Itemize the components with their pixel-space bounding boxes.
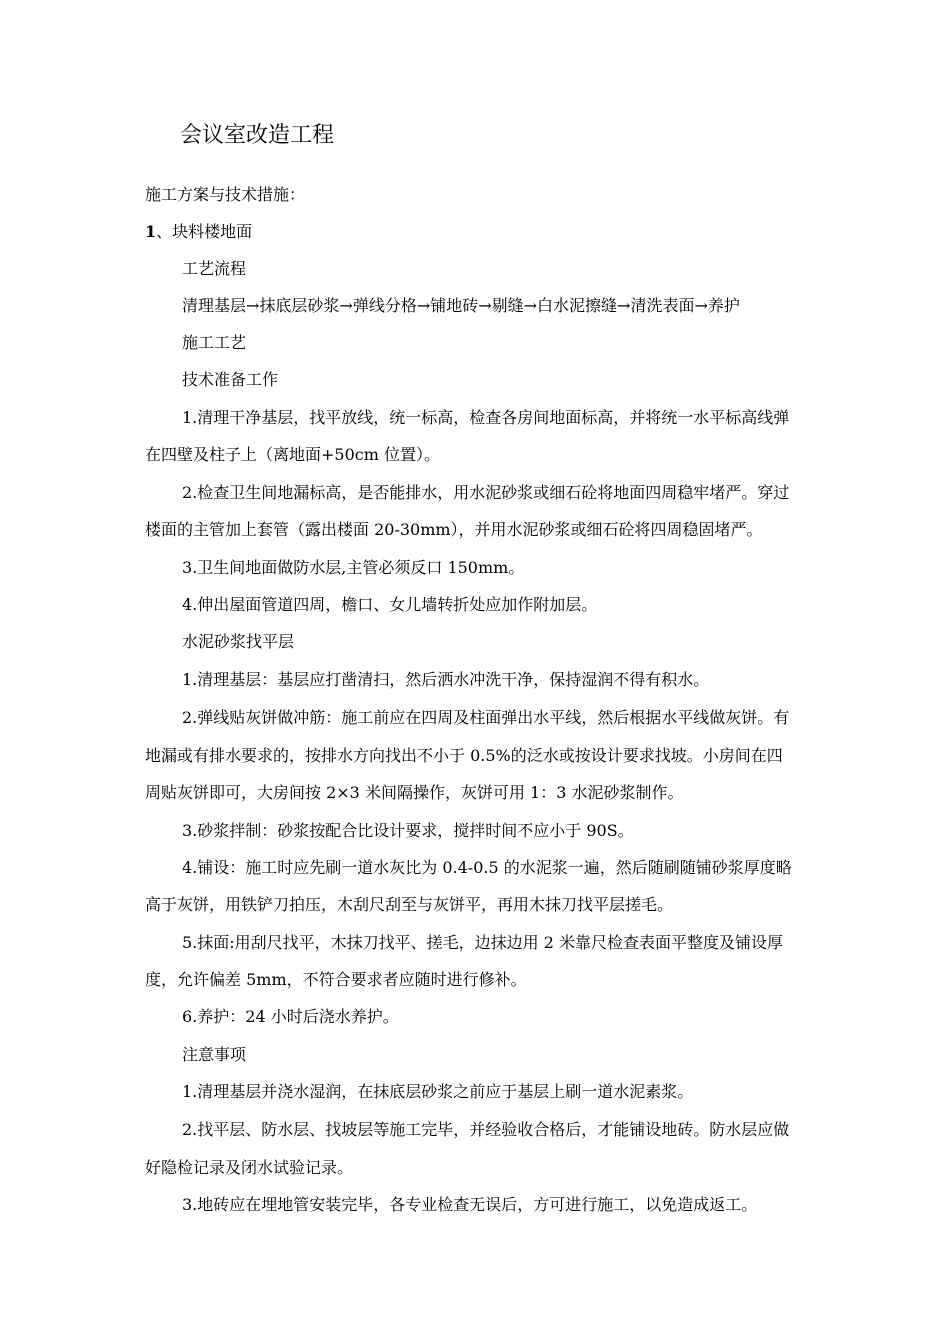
subheading-leveling: 水泥砂浆找平层 [182,632,295,651]
subheading-technique: 施工工艺 [182,333,247,352]
paragraph-line: 3.砂浆拌制：砂浆按配合比设计要求，搅拌时间不应小于 90S。 [182,821,634,840]
subheading-process: 工艺流程 [182,259,247,278]
paragraph-line: 4.铺设：施工时应先刷一道水灰比为 0.4-0.5 的水泥浆一遍，然后随刷随铺砂浆厚度略 [182,858,792,877]
paragraph-line: 1.清理干净基层，找平放线，统一标高，检查各房间地面标高，并将统一水平标高线弹 [182,408,790,427]
paragraph-line: 好隐检记录及闭水试验记录。 [145,1158,354,1177]
document-title: 会议室改造工程 [180,123,335,148]
heading-text: 、块料楼地面 [156,222,253,241]
subheading-notes: 注意事项 [182,1045,247,1064]
paragraph-line: 地漏或有排水要求的，按排水方向找出不小于 0.5%的泛水或按设计要求找坡。小房间在四 [145,746,783,765]
heading-number: 1 [145,222,157,241]
paragraph-line: 周贴灰饼即可，大房间按 2×3 米间隔操作，灰饼可用 1：3 水泥砂浆制作。 [145,783,684,802]
paragraph-line: 3.卫生间地面做防水层,主管必须反口 150mm。 [182,558,525,577]
paragraph-line: 4.伸出屋面管道四周，檐口、女儿墙转折处应加作附加层。 [182,595,598,614]
paragraph-line: 1.清理基层并浇水湿润，在抹底层砂浆之前应于基层上刷一道水泥素浆。 [182,1082,694,1101]
paragraph-line: 在四壁及柱子上（离地面+50cm 位置）。 [145,445,440,464]
heading-block-floor [145,213,810,250]
section-heading: 施工方案与技术措施： [145,185,306,204]
paragraph-line: 5.抹面:用刮尺找平，木抹刀找平、搓毛，边抹边用 2 米靠尺检查表面平整度及铺设厚 [182,933,784,952]
paragraph-line: 高于灰饼，用铁铲刀拍压，木刮尺刮至与灰饼平，再用木抹刀找平层搓毛。 [145,895,674,914]
paragraph-line: 3.地砖应在埋地管安装完毕，各专业检查无误后，方可进行施工，以免造成返工。 [182,1195,758,1214]
paragraph-line: 1.清理基层：基层应打凿清扫，然后洒水冲洗干净，保持湿润不得有积水。 [182,670,710,689]
paragraph-line: 2.弹线贴灰饼做冲筋：施工前应在四周及柱面弹出水平线，然后根据水平线做灰饼。有 [182,708,790,727]
process-flow: 清理基层→抹底层砂浆→弹线分格→铺地砖→剔缝→白水泥擦缝→清洗表面→养护 [182,296,740,315]
paragraph-line: 2.检查卫生间地漏标高，是否能排水，用水泥砂浆或细石砼将地面四周稳牢堵严。穿过 [182,483,790,502]
subheading-preparation: 技术准备工作 [182,370,279,389]
paragraph-line: 2.找平层、防水层、找坡层等施工完毕，并经验收合格后，才能铺设地砖。防水层应做 [182,1120,790,1139]
paragraph-line: 楼面的主管加上套管（露出楼面 20-30mm），并用水泥砂浆或细石砼将四周稳固堵严。 [145,520,763,539]
paragraph-line: 度，允许偏差 5mm，不符合要求者应随时进行修补。 [145,970,527,989]
paragraph-line: 6.养护：24 小时后浇水养护。 [182,1007,399,1026]
